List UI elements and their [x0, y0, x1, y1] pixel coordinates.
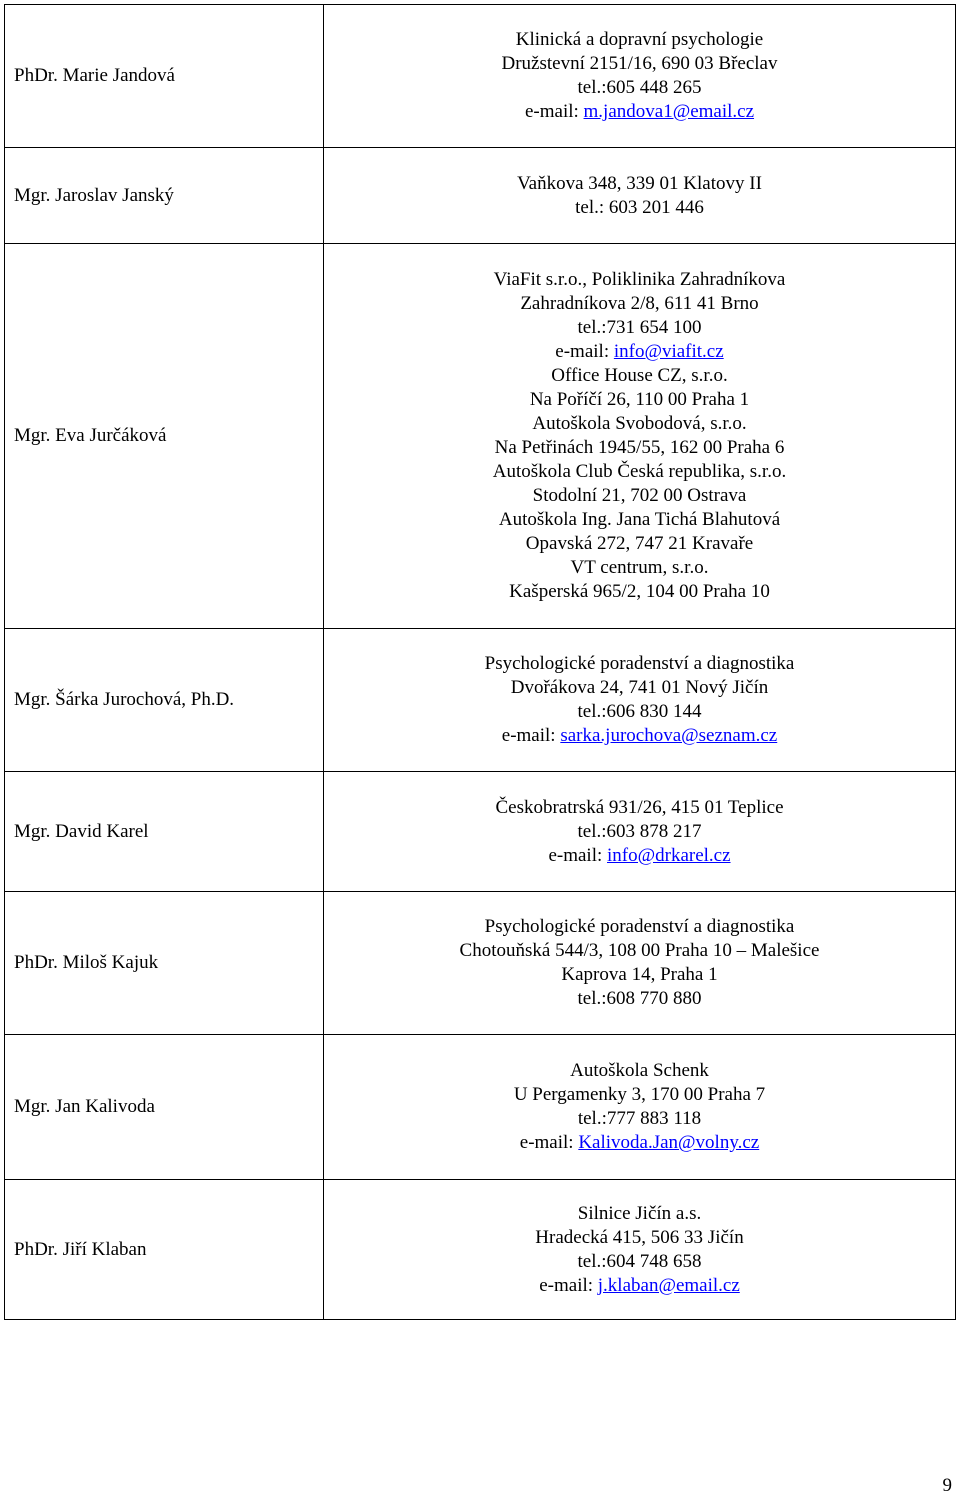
email-line: [324, 340, 955, 364]
page-number: 9: [942, 1475, 952, 1496]
email-line: [324, 724, 955, 748]
detail-line: Psychologické poradenství a diagnostika: [484, 653, 795, 674]
detail-line: Psychologické poradenství a diagnostika: [484, 916, 795, 937]
table-row: [5, 1035, 956, 1180]
contact-details: [324, 148, 956, 244]
person-name: Mgr. David Karel: [5, 772, 324, 892]
email-line: [324, 1274, 955, 1298]
table-row: [5, 244, 956, 629]
email-label: e-mail:: [501, 725, 561, 746]
detail-line: Stodolní 21, 702 00 Ostrava: [532, 485, 747, 506]
detail-line: tel.:608 770 880: [577, 988, 702, 1009]
email-link[interactable]: info@drkarel.cz: [607, 844, 731, 866]
person-name: Mgr. Šárka Jurochová, Ph.D.: [5, 629, 324, 772]
email-link[interactable]: info@viafit.cz: [613, 341, 724, 362]
table-row: [5, 892, 956, 1035]
email-label: e-mail:: [519, 1132, 579, 1153]
detail-line: tel.:606 830 144: [577, 701, 702, 722]
detail-line: tel.:604 748 658: [577, 1250, 702, 1272]
email-link[interactable]: j.klaban@email.cz: [597, 1274, 740, 1296]
detail-line: tel.:777 883 118: [577, 1108, 702, 1129]
detail-line: Družstevní 2151/16, 690 03 Břeclav: [501, 53, 778, 74]
table-row: [5, 772, 956, 892]
email-label: e-mail:: [539, 1274, 598, 1296]
contact-details: [324, 772, 956, 892]
detail-line: Autoškola Ing. Jana Tichá Blahutová: [498, 509, 781, 530]
person-name: PhDr. Jiří Klaban: [5, 1180, 324, 1320]
email-line: [324, 100, 955, 124]
table-row: [5, 629, 956, 772]
email-label: e-mail:: [524, 101, 584, 122]
person-name: PhDr. Marie Jandová: [5, 5, 324, 148]
email-line: [324, 1131, 955, 1155]
email-line: [324, 844, 955, 868]
detail-line: tel.: 603 201 446: [575, 196, 704, 218]
detail-line: VT centrum, s.r.o.: [570, 557, 709, 578]
detail-line: Kašperská 965/2, 104 00 Praha 10: [509, 581, 770, 602]
detail-line: Silnice Jičín a.s.: [577, 1202, 702, 1224]
detail-line: Českobratrská 931/26, 415 01 Teplice: [495, 796, 784, 818]
email-label: e-mail:: [555, 341, 614, 362]
contact-details: [324, 629, 956, 772]
detail-line: Vaňkova 348, 339 01 Klatovy II: [517, 172, 762, 194]
detail-line: Office House CZ, s.r.o.: [551, 365, 728, 386]
contact-details: [324, 5, 956, 148]
detail-line: tel.:605 448 265: [577, 77, 702, 98]
contact-details: [324, 1180, 956, 1320]
email-link[interactable]: m.jandova1@email.cz: [583, 101, 755, 122]
detail-line: Kaprova 14, Praha 1: [561, 964, 718, 985]
email-link[interactable]: sarka.jurochova@seznam.cz: [560, 725, 778, 746]
detail-line: Na Petřinách 1945/55, 162 00 Praha 6: [494, 437, 785, 458]
detail-line: Autoškola Schenk: [570, 1060, 709, 1081]
detail-line: U Pergamenky 3, 170 00 Praha 7: [513, 1084, 766, 1105]
detail-line: Autoškola Svobodová, s.r.o.: [532, 413, 747, 434]
contact-directory-table: [4, 4, 956, 1320]
detail-line: Na Poříčí 26, 110 00 Praha 1: [529, 389, 750, 410]
email-label: e-mail:: [548, 844, 608, 866]
contact-details: [324, 1035, 956, 1180]
table-row: [5, 148, 956, 244]
person-name: Mgr. Jaroslav Janský: [5, 148, 324, 244]
table-row: [5, 1180, 956, 1320]
detail-line: tel.:603 878 217: [577, 820, 702, 842]
detail-line: Dvořákova 24, 741 01 Nový Jičín: [510, 677, 769, 698]
detail-line: Chotouňská 544/3, 108 00 Praha 10 – Malešice: [459, 940, 820, 961]
person-name: PhDr. Miloš Kajuk: [5, 892, 324, 1035]
detail-line: Hradecká 415, 506 33 Jičín: [535, 1226, 744, 1248]
email-link[interactable]: Kalivoda.Jan@volny.cz: [578, 1132, 760, 1153]
detail-line: tel.:731 654 100: [577, 317, 702, 338]
person-name: Mgr. Eva Jurčáková: [5, 244, 324, 629]
detail-line: Klinická a dopravní psychologie: [515, 29, 764, 50]
detail-line: Opavská 272, 747 21 Kravaře: [525, 533, 754, 554]
person-name: Mgr. Jan Kalivoda: [5, 1035, 324, 1180]
contact-details: [324, 244, 956, 629]
detail-line: ViaFit s.r.o., Poliklinika Zahradníkova: [493, 269, 786, 290]
detail-line: Autoškola Club Česká republika, s.r.o.: [492, 461, 787, 482]
contact-details: [324, 892, 956, 1035]
table-row: [5, 5, 956, 148]
detail-line: Zahradníkova 2/8, 611 41 Brno: [520, 293, 759, 314]
